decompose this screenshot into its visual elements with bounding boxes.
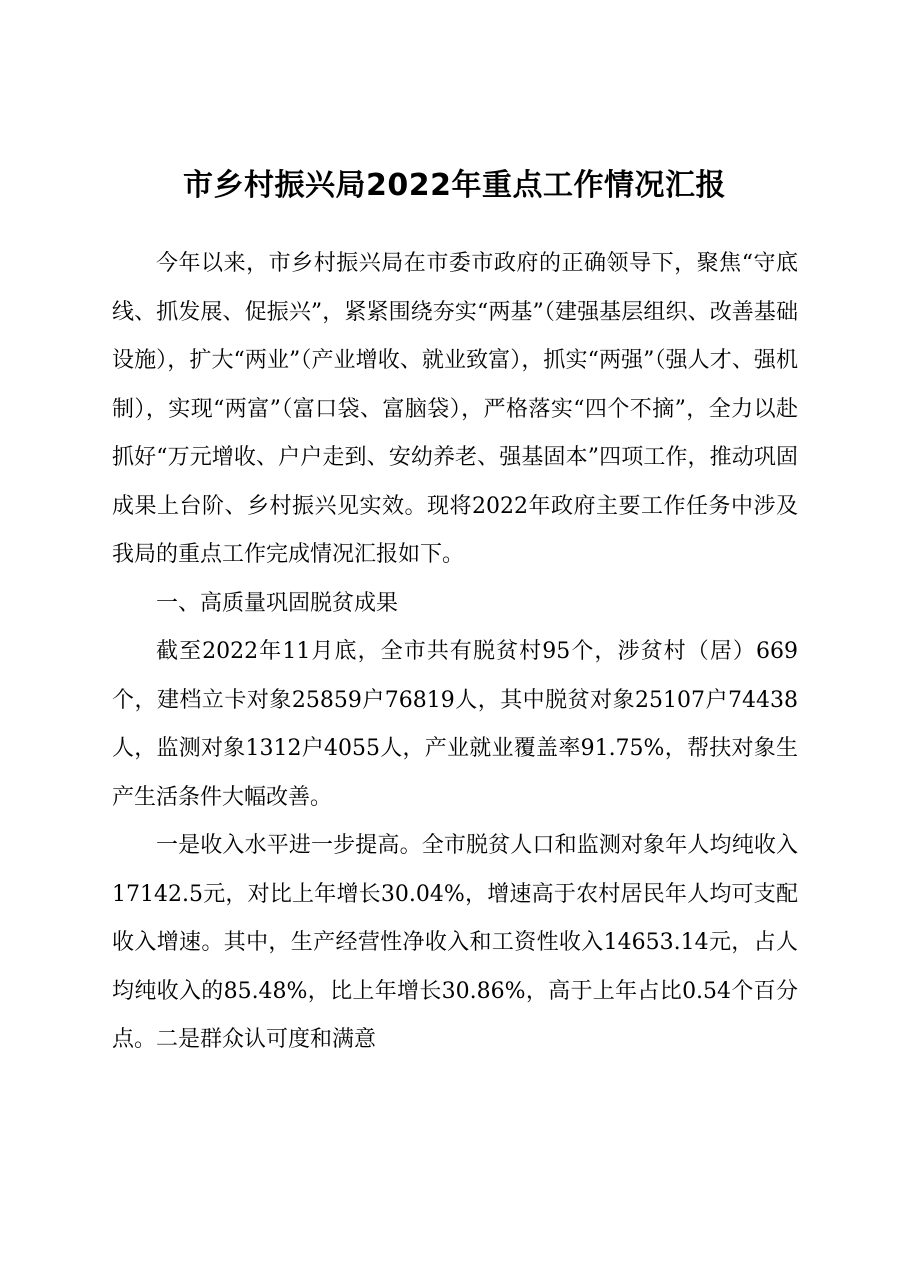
document-body: [112, 240, 798, 1065]
paragraph-income: 一是收入水平进一步提高。全市脱贫人口和监测对象年人均纯收入17142.5元，对比上年增长30.04%，增速高于农村居民年人均可支配收入增速。其中，生产经营性净收入和工资性收入14653.14元，占人均纯收入的85.48%，比上年增长30.86%，高于上年占比0.54个百分点。二是群众认可度和满意: [112, 833, 798, 1052]
section-heading-1: 一、高质量巩固脱贫成果: [156, 590, 399, 616]
paragraph-statistics: 截至2022年11月底，全市共有脱贫村95个，涉贫村（居）669个，建档立卡对象25859户76819人，其中脱贫对象25107户74438人，监测对象1312户4055人，产业就业覆盖率91.75%，帮扶对象生产生活条件大幅改善。: [112, 639, 798, 810]
document-title: 市乡村振兴局2022年重点工作情况汇报: [183, 168, 726, 203]
paragraph-intro: 今年以来，市乡村振兴局在市委市政府的正确领导下，聚焦“守底线、抓发展、促振兴”，紧紧围绕夯实“两基”（建强基层组织、改善基础设施），扩大“两业”（产业增收、就业致富），抓实“两强”（强人才、强机制），实现“两富”（富口袋、富脑袋），严格落实“四个不摘”，全力以赴抓好“万元增收、户户走到、安幼养老、强基固本”四项工作，推动巩固成果上台阶、乡村振兴见实效。现将2022年政府主要工作任务中涉及我局的重点工作完成情况汇报如下。: [112, 251, 798, 567]
